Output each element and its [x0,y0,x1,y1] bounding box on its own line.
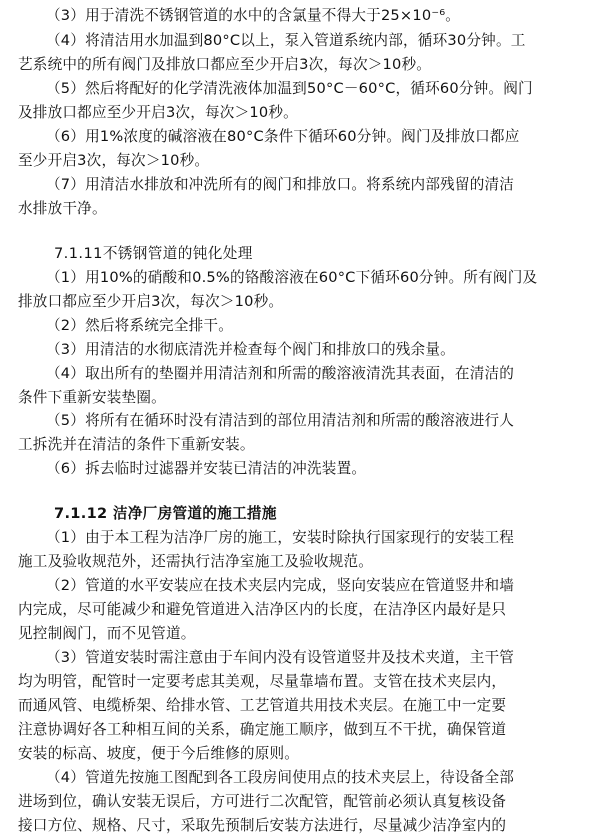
paragraph-line: 而通风管、电缆桥架、给排水管、工艺管道共用技术夹层。在施工中一定要 [18,697,507,714]
paragraph-line: 接口方位、规格、尺寸，采取先预制后安装方法进行，尽量减少洁净室内的 [18,817,507,834]
paragraph-line: 及排放口都应至少开启3次，每次＞10秒。 [18,104,298,121]
paragraph-line: （4）管道先按施工图配到各工段房间使用点的技术夹层上，待设备全部 [46,769,515,786]
paragraph-line: 施工及验收规范外，还需执行洁净室施工及验收规范。 [18,553,374,570]
paragraph-line: （5）将所有在循环时没有清洁到的部位用清洁剂和所需的酸溶液进行人 [46,412,515,429]
paragraph-line: 至少开启3次，每次＞10秒。 [18,152,210,169]
paragraph-line: 均为明管，配管时一定要考虑其美观，尽量靠墙布置。支管在技术夹层内， [18,673,507,690]
section-heading: 7.1.11不锈钢管道的钝化处理 [54,245,253,262]
paragraph-line: 工拆洗并在清洁的条件下重新安装。 [18,436,255,453]
paragraph-line: （4）取出所有的垫圈并用清洁剂和所需的酸溶液清洗其表面，在清洁的 [46,365,515,382]
paragraph-line: （5）然后将配好的化学清洗液体加温到50°C－60°C，循环60分钟。阀门 [46,80,533,97]
paragraph-line: （3）用清洁的水彻底清洗并检查每个阀门和排放口的残余量。 [46,341,455,358]
paragraph-line: 见控制阀门，而不见管道。 [18,625,196,642]
paragraph-line: （6）拆去临时过滤器并安装已清洁的冲洗装置。 [46,460,367,477]
paragraph-line: （6）用1%浓度的碱溶液在80°C条件下循环60分钟。阀门及排放口都应 [46,128,520,145]
paragraph-line: 水排放干净。 [18,200,107,217]
paragraph-line: （2）然后将系统完全排干。 [46,317,234,334]
paragraph-line: 艺系统中的所有阀门及排放口都应至少开启3次，每次＞10秒。 [18,56,432,73]
paragraph-line: （2）管道的水平安装应在技术夹层内完成，竖向安装应在管道竖井和墙 [46,577,515,594]
paragraph-line: （1）由于本工程为洁净厂房的施工，安装时除执行国家现行的安装工程 [46,529,515,546]
paragraph-line: 安装的标高、坡度，便于今后维修的原则。 [18,745,300,762]
paragraph-line: （3）管道安装时需注意由于车间内没有设管道竖井及技术夹道，主干管 [46,649,515,666]
section-heading: 7.1.12 洁净厂房管道的施工措施 [54,505,277,522]
paragraph-line: 排放口都应至少开启3次，每次＞10秒。 [18,293,284,310]
paragraph-line: （4）将清洁用水加温到80°C以上，泵入管道系统内部，循环30分钟。工 [46,32,526,49]
paragraph-line: 条件下重新安装垫圈。 [18,389,166,406]
paragraph-line: （3）用于清洗不锈钢管道的水中的含氯量不得大于25×10⁻⁶。 [46,7,461,24]
paragraph-line: 注意协调好各工种相互间的关系，确定施工顺序，做到互不干扰，确保管道 [18,721,507,738]
paragraph-line: 进场到位，确认安装无误后，方可进行二次配管，配管前必须认真复核设备 [18,793,507,810]
paragraph-line: （1）用10%的硝酸和0.5%的铬酸溶液在60°C下循环60分钟。所有阀门及 [46,269,538,286]
paragraph-line: （7）用清洁水排放和冲洗所有的阀门和排放口。将系统内部残留的清洁 [46,176,515,193]
paragraph-line: 内完成，尽可能减少和避免管道进入洁净区内的长度，在洁净区内最好是只 [18,601,507,618]
